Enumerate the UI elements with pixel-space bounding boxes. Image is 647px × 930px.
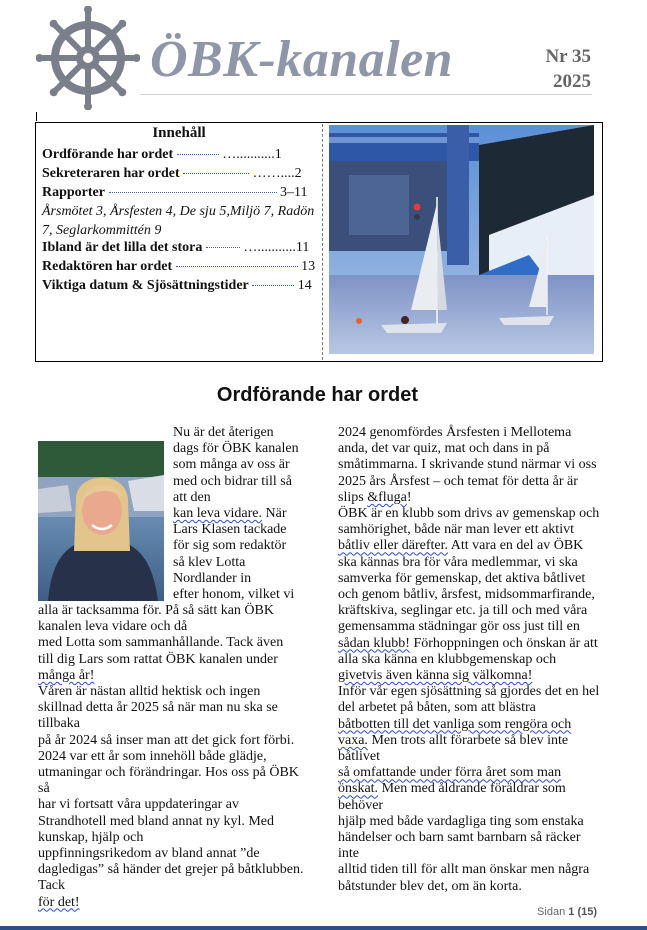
author-portrait xyxy=(38,441,164,601)
spellcheck-underline: &fluga xyxy=(367,489,407,505)
toc-page: 11 xyxy=(295,240,310,255)
text-line: händelser och barn samt barnbarn så räcker xyxy=(338,830,581,846)
text-run: När xyxy=(262,506,287,522)
toc-entry xyxy=(42,145,314,164)
text-line: Inför vår egen sjösättning så gjordes det en hel xyxy=(338,684,600,700)
toc-entry xyxy=(42,276,314,295)
text-line: gemensamma städningar gör oss just till en xyxy=(338,619,580,635)
spellcheck-underline: båtliv eller därefter. xyxy=(338,538,448,554)
spellcheck-underline: givetvis även känna sig välkomna! xyxy=(338,668,533,684)
page-label: Sidan xyxy=(537,906,566,918)
text-line xyxy=(338,538,608,554)
text-line: för sig som redaktör xyxy=(173,538,287,554)
text-line: samhörighet, både när man lever ett aktivt xyxy=(338,522,574,538)
spellcheck-underline: sådan klubb! xyxy=(338,635,410,651)
column-1-wrapped xyxy=(173,425,313,603)
text-line: har vi fortsatt våra uppdateringar av xyxy=(38,797,239,813)
text-line xyxy=(338,733,608,749)
text-line: ska kännas bra för våra medlemmar, vi ska xyxy=(338,554,578,570)
text-line xyxy=(173,506,313,522)
text-line: 2025 års Årsfest – och temat för detta år är xyxy=(338,473,578,489)
toc-entry xyxy=(42,238,314,257)
text-line: alla ska känna en klubbgemenskap och xyxy=(338,651,557,667)
text-line: dags för ÖBK kanalen xyxy=(173,441,299,457)
text-line: alltid tiden till för allt man önskar men några xyxy=(338,862,590,878)
toc-page: 3–11 xyxy=(280,185,308,200)
spellcheck-underline: båtbotten till det vanliga som rengöra och xyxy=(338,716,572,732)
toc-title: Viktiga datum & Sjösättningstider xyxy=(42,278,249,293)
text-run: Förhoppningen och önskan är att xyxy=(409,635,598,651)
toc-leader: …........... xyxy=(222,147,275,162)
toc-entry xyxy=(42,183,314,202)
article-title: Ordförande har ordet xyxy=(216,384,419,406)
text-line: Nu är det återigen xyxy=(173,425,274,440)
text-line: på år 2024 så inser man att det gick fort förbi. xyxy=(38,732,295,748)
text-line: så xyxy=(38,781,50,797)
text-line: ÖBK är en klubb som drivs av gemenskap och xyxy=(338,506,600,522)
text-run: Men trots allt förarbete så blev inte xyxy=(367,732,569,748)
text-line: hjälp med både vardagliga ting som enstaka xyxy=(338,813,584,829)
text-run: slips xyxy=(338,489,368,505)
text-line: samverka för gemenskap, det aktiva båtlivet xyxy=(338,570,586,586)
column-2 xyxy=(338,425,608,895)
toc-leader: …….... xyxy=(252,166,295,181)
text-line: uppfinningsrikedom av bland annat ”de xyxy=(38,846,260,862)
text-run: Att vara en del av ÖBK xyxy=(448,538,584,554)
text-line: tillbaka xyxy=(38,716,80,732)
text-line: kunskap, hjälp och xyxy=(38,829,144,845)
text-line: kräftskiva, seglingar etc. ja till och med våra xyxy=(338,603,588,619)
spellcheck-underline: kan leva vidare. xyxy=(173,506,263,522)
text-line: utmaningar och förändringar. Hos oss på ÖBK xyxy=(38,765,299,781)
spellcheck-underline: många år! xyxy=(38,667,95,683)
text-line: inte xyxy=(338,846,359,862)
spellcheck-underline: önskat. xyxy=(338,781,379,797)
text-line: dagledigas” så händer det grejer på båtklubben. xyxy=(38,862,304,878)
text-line: båtstunder blev det, om än korta. xyxy=(338,878,522,894)
masthead-title: ÖBK-kanalen xyxy=(150,31,454,88)
footer-bar xyxy=(0,926,647,930)
toc-entry xyxy=(42,257,314,276)
text-line: så klev Lotta xyxy=(173,554,246,570)
margin-mark xyxy=(36,112,37,121)
toc-page: 14 xyxy=(297,278,312,293)
text-line: Tack xyxy=(38,878,66,894)
text-line: anda, det var quiz, mat och dans in på xyxy=(338,441,550,457)
toc-page: 1 xyxy=(274,147,282,162)
text-line: Våren är nästan alltid hektisk och ingen xyxy=(38,684,261,700)
column-1-full xyxy=(38,603,318,911)
issue-info xyxy=(545,44,591,94)
text-line: Strandhotell med bland annat ny kyl. Med xyxy=(38,813,275,829)
text-line: kanalen leva vidare och då xyxy=(38,619,188,635)
toc-title: Sekreteraren har ordet xyxy=(42,166,180,181)
text-line: Nordlander in xyxy=(173,570,252,586)
text-line: 2024 var ett år som innehöll både glädje, xyxy=(38,748,267,764)
text-line: och genom båtliv, årsfest, midsommarfirande, xyxy=(338,587,595,603)
text-line: del arbetet på båten, som att blästra xyxy=(338,700,536,716)
contents-heading: Innehåll xyxy=(152,125,206,141)
text-run: Men med åldrande föräldrar som xyxy=(378,781,566,797)
issue-number: Nr 35 xyxy=(545,46,591,67)
current-page: 1 xyxy=(568,906,575,918)
toc-sub-entries: Årsmötet 3, Årsfesten 4, De sju 5,Miljö 7, Radön 7, Seglarkommittén 9 xyxy=(42,204,315,238)
issue-year: 2025 xyxy=(553,71,591,92)
text-line: att den xyxy=(173,489,211,505)
text-line: Lars Klasen tackade xyxy=(173,522,287,538)
spellcheck-underline: för det! xyxy=(38,894,80,910)
toc-entry xyxy=(42,164,314,183)
toc-title: Ibland är det lilla det stora xyxy=(42,240,203,255)
toc-title: Ordförande har ordet xyxy=(42,147,174,162)
text-line: till dig Lars som rattat ÖBK kanalen under xyxy=(38,651,278,667)
text-line: båtlivet xyxy=(338,749,380,765)
text-line: 2024 genomfördes Årsfesten i Mellotema xyxy=(338,425,572,440)
toc-page: 13 xyxy=(301,259,316,274)
text-line: skillnad detta år 2025 så när man nu ska se xyxy=(38,700,278,716)
toc-page: 2 xyxy=(294,166,302,181)
header-rule xyxy=(140,94,592,95)
toc-title: Rapporter xyxy=(42,185,105,200)
text-line: alla är tacksamma för. På så sätt kan ÖBK xyxy=(38,603,274,618)
contents-divider xyxy=(322,124,323,360)
canal-photo xyxy=(329,125,594,354)
text-line: efter honom, vilket vi xyxy=(173,587,295,603)
text-line: småtimmarna. I skrivande stund närmar vi oss xyxy=(338,457,597,473)
ship-wheel-logo xyxy=(36,6,140,110)
spellcheck-underline: vaxa. xyxy=(338,732,368,748)
spellcheck-underline: så omfattande under förra året som man xyxy=(338,765,562,781)
text-line xyxy=(338,781,608,797)
text-line: behöver xyxy=(338,797,384,813)
text-line xyxy=(338,490,608,506)
text-run: ! xyxy=(406,489,412,505)
text-line: som många av oss är xyxy=(173,457,290,473)
toc-leader: …........... xyxy=(243,240,296,255)
total-pages: (15) xyxy=(577,906,597,918)
page-number xyxy=(537,906,597,918)
text-line: med Lotta som sammanhållande. Tack även xyxy=(38,635,284,651)
text-line xyxy=(338,636,608,652)
toc-title: Redaktören har ordet xyxy=(42,259,173,274)
text-line: med och bidrar till så xyxy=(173,473,292,489)
